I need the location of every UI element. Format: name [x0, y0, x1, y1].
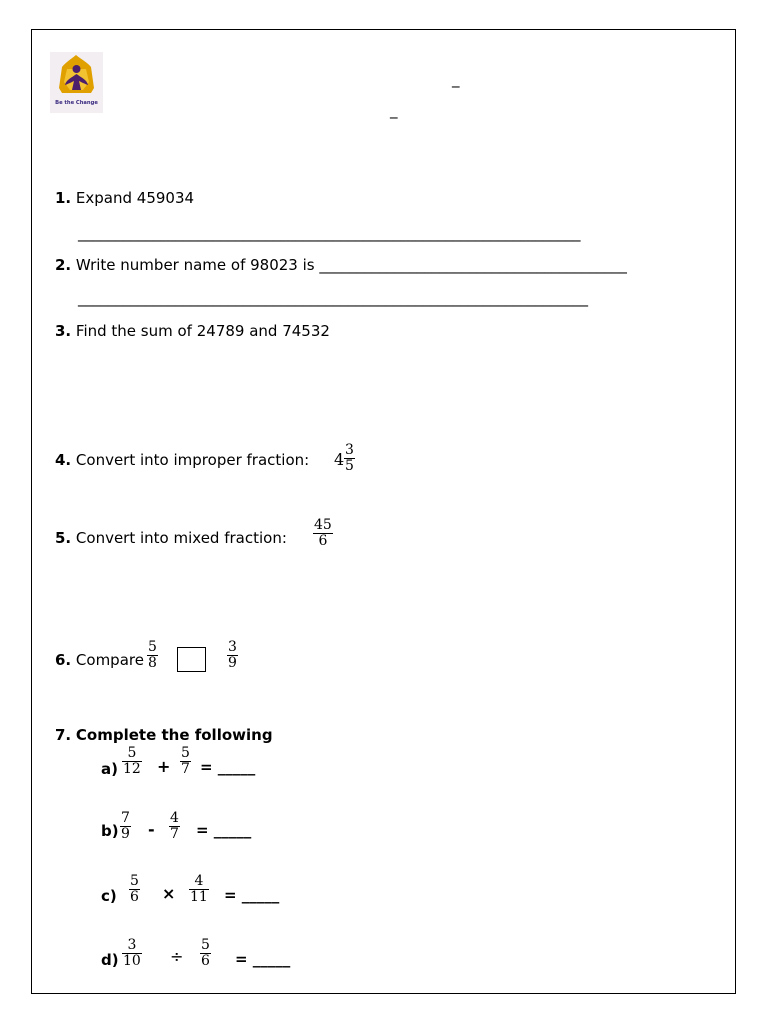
denominator: 6 — [130, 889, 139, 905]
question-text: Compare — [75, 651, 144, 669]
question-number: 1. — [55, 189, 72, 207]
fraction-7d-2 — [200, 938, 211, 969]
denominator: 11 — [190, 889, 208, 905]
numerator: 5 — [201, 937, 210, 953]
compare-answer-box[interactable] — [177, 647, 206, 672]
multiply-operator: × — [162, 884, 176, 903]
fraction-q5 — [313, 518, 333, 549]
part-a-label: a) — [101, 760, 118, 778]
question-4 — [55, 451, 309, 469]
answer-line-1: ___________________________________________________________________ — [78, 224, 581, 242]
denominator: 12 — [123, 761, 141, 777]
numerator: 5 — [181, 745, 190, 761]
denominator: 7 — [181, 761, 190, 777]
question-number: 4. — [55, 451, 72, 469]
fraction-7b-2 — [169, 811, 180, 842]
question-5 — [55, 529, 287, 547]
denominator: 9 — [228, 655, 237, 671]
denominator: 8 — [148, 655, 157, 671]
part-b-label: b) — [101, 822, 119, 840]
answer-blank-c: = _____ — [224, 886, 280, 904]
logo-emblem-icon — [50, 52, 103, 113]
question-text: Write number name of 98023 is _________________________________________ — [75, 256, 627, 274]
header-dash-1: _ — [452, 70, 460, 88]
fraction-q4 — [344, 443, 355, 474]
denominator: 9 — [121, 826, 130, 842]
logo-text: Be the Change — [55, 100, 98, 106]
question-1 — [55, 189, 194, 207]
numerator: 7 — [121, 810, 130, 826]
mixed-whole: 4 — [334, 450, 345, 469]
question-text: Find the sum of 24789 and 74532 — [75, 322, 330, 340]
question-6 — [55, 651, 144, 669]
question-number: 5. — [55, 529, 72, 547]
numerator: 5 — [127, 745, 137, 761]
numerator: 4 — [170, 810, 179, 826]
divide-operator: ÷ — [170, 947, 184, 966]
fraction-7c-1 — [129, 874, 140, 905]
answer-line-2: ____________________________________________________________________ — [78, 289, 588, 307]
denominator: 7 — [170, 826, 179, 842]
denominator: 10 — [123, 953, 141, 969]
numerator: 4 — [194, 873, 204, 889]
question-number: 3. — [55, 322, 72, 340]
denominator: 6 — [313, 533, 333, 549]
numerator: 5 — [130, 873, 139, 889]
numerator: 45 — [314, 517, 332, 533]
header-dash-2: _ — [390, 101, 398, 119]
part-c-label: c) — [101, 887, 117, 905]
fraction-q6-right — [227, 640, 238, 671]
fraction-7a-2 — [180, 746, 191, 777]
question-number: 2. — [55, 256, 72, 274]
worksheet-border — [31, 29, 736, 994]
answer-blank-b: = _____ — [196, 821, 252, 839]
question-3 — [55, 322, 330, 340]
fraction-q6-left — [147, 640, 158, 671]
question-title: Complete the following — [75, 726, 273, 744]
answer-blank-d: = _____ — [235, 950, 291, 968]
part-d-label: d) — [101, 951, 119, 969]
answer-blank-a: = _____ — [200, 758, 256, 776]
school-logo — [50, 52, 103, 113]
numerator: 5 — [148, 639, 157, 655]
question-number: 7. — [55, 726, 72, 744]
question-number: 6. — [55, 651, 72, 669]
minus-operator: - — [148, 820, 155, 839]
fraction-7d-1 — [122, 938, 142, 969]
plus-operator: + — [157, 757, 171, 776]
numerator: 3 — [228, 639, 237, 655]
denominator: 5 — [345, 458, 354, 474]
numerator: 3 — [345, 442, 354, 458]
question-text: Convert into improper fraction: — [75, 451, 310, 469]
question-text: Convert into mixed fraction: — [75, 529, 287, 547]
numerator: 3 — [127, 937, 137, 953]
fraction-7a-1 — [122, 746, 142, 777]
denominator: 6 — [201, 953, 210, 969]
question-text: Expand 459034 — [75, 189, 195, 207]
fraction-7c-2 — [189, 874, 209, 905]
question-2 — [55, 256, 627, 274]
fraction-7b-1 — [120, 811, 131, 842]
question-7 — [55, 726, 273, 744]
